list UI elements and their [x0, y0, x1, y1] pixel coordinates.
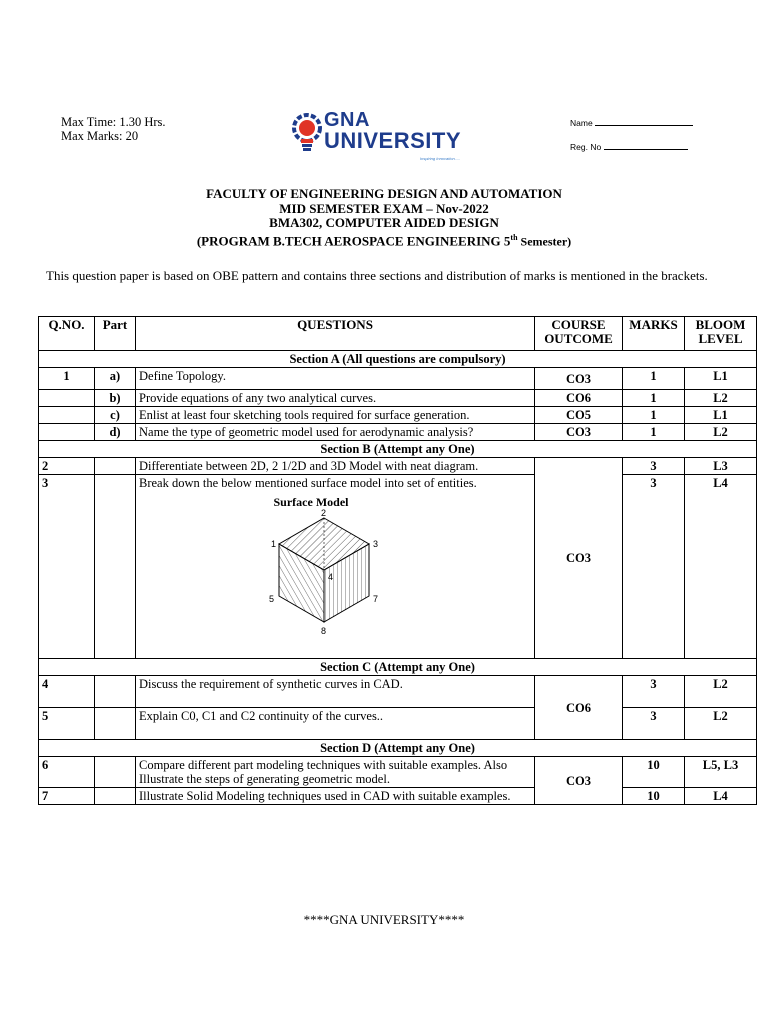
- table-row: d) Name the type of geometric model used for aerodynamic analysis? CO3 1 L2: [39, 424, 757, 441]
- faculty-title: FACULTY OF ENGINEERING DESIGN AND AUTOMATION: [206, 186, 562, 201]
- exam-info: [61, 115, 166, 143]
- table-row: c) Enlist at least four sketching tools required for surface generation. CO5 1 L1: [39, 407, 757, 424]
- header-qno: Q.NO.: [39, 317, 95, 351]
- header-marks: MARKS: [623, 317, 685, 351]
- section-d-title: Section D (Attempt any One): [39, 740, 757, 757]
- footer: ****GNA UNIVERSITY****: [303, 912, 465, 927]
- vertex-label-2: 2: [321, 508, 327, 518]
- section-c-title-row: [39, 659, 757, 676]
- figure-title: Surface Model: [273, 495, 349, 509]
- vertex-label-3: 3: [373, 539, 379, 549]
- table-row: 4 Discuss the requirement of synthetic curves in CAD. CO6 3 L2: [39, 676, 757, 708]
- max-time: Max Time: 1.30 Hrs.: [61, 115, 166, 129]
- name-field[interactable]: [570, 117, 693, 141]
- table-row: 2 Differentiate between 2D, 2 1/2D and 3D Model with neat diagram. CO3 3 L3: [39, 458, 757, 475]
- vertex-label-4: 4: [328, 572, 334, 582]
- question-3-cell: Break down the below mentioned surface model into set of entities. Surface Model 1 2 3 4 5 7 8: [136, 475, 535, 659]
- university-logo: [290, 110, 490, 170]
- section-d-co: CO3: [535, 757, 623, 805]
- table-row: b) Provide equations of any two analytical curves. CO6 1 L2: [39, 390, 757, 407]
- section-c-co: CO6: [535, 676, 623, 740]
- section-c-title: Section C (Attempt any One): [39, 659, 757, 676]
- section-b-title-row: [39, 441, 757, 458]
- section-a-title: Section A (All questions are compulsory): [39, 351, 757, 368]
- surface-model-figure: [249, 494, 399, 644]
- table-row: 5 Explain C0, C1 and C2 continuity of the curves.. 3 L2: [39, 708, 757, 740]
- table-row: 6 Compare different part modeling techniques with suitable examples. Also Illustrate the steps of generating geometric model. CO3 10 L5, L3: [39, 757, 757, 788]
- logo-line2: UNIVERSITY: [324, 128, 462, 153]
- header-course-outcome: COURSE OUTCOME: [535, 317, 623, 351]
- max-marks: Max Marks: 20: [61, 129, 139, 143]
- name-line: [595, 117, 693, 126]
- question-table: [38, 316, 757, 805]
- name-label: Name: [570, 118, 593, 128]
- table-row: 7 Illustrate Solid Modeling techniques used in CAD with suitable examples. 10 L4: [39, 788, 757, 805]
- vertex-label-7: 7: [373, 594, 379, 604]
- section-d-title-row: [39, 740, 757, 757]
- table-header-row: [39, 317, 757, 351]
- student-fields: [570, 117, 693, 165]
- course-title: BMA302, COMPUTER AIDED DESIGN: [269, 215, 499, 230]
- exam-title: MID SEMESTER EXAM – Nov-2022: [279, 200, 489, 216]
- table-row: 1 a) Define Topology. CO3 1 L1: [39, 368, 757, 390]
- regno-line: [604, 141, 688, 150]
- exam-titles: [0, 187, 768, 248]
- header-part: Part: [95, 317, 136, 351]
- regno-label: Reg. No: [570, 142, 602, 152]
- logo-line1: GNA: [324, 109, 370, 131]
- vertex-label-5: 5: [269, 594, 275, 604]
- logo-text: [324, 110, 461, 152]
- vertex-label-1: 1: [271, 539, 277, 549]
- header-bloom-level: BLOOM LEVEL: [685, 317, 757, 351]
- bulb-gear-icon: [290, 112, 324, 156]
- program-title: (PROGRAM B.TECH AEROSPACE ENGINEERING 5th Semester): [196, 232, 572, 248]
- intro-text: This question paper is based on OBE pattern and contains three sections and distribution of marks is mentioned in the brackets.: [46, 268, 708, 283]
- section-a-title-row: [39, 351, 757, 368]
- logo-tagline: Inspiring Innovation.....: [420, 156, 461, 161]
- header-questions: QUESTIONS: [136, 317, 535, 351]
- section-b-co: CO3: [535, 458, 623, 659]
- section-b-title: Section B (Attempt any One): [39, 441, 757, 458]
- table-row: 3 Break down the below mentioned surface model into set of entities. Surface Model 1 2 3 4 5 7 8 3 L4: [39, 475, 757, 659]
- vertex-label-8: 8: [321, 626, 327, 636]
- regno-field[interactable]: [570, 141, 693, 165]
